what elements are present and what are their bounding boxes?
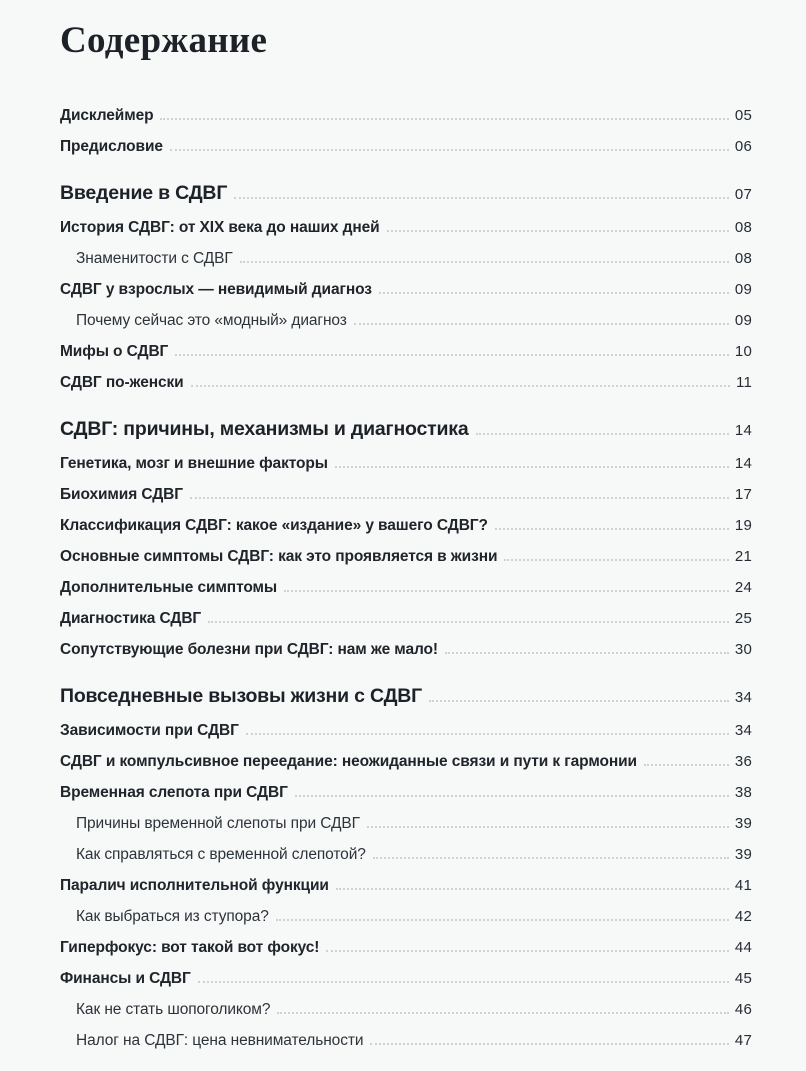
- dotted-leader: [170, 149, 729, 151]
- toc-page-number: 47: [734, 1032, 752, 1049]
- toc-entry-label: Диагностика СДВГ: [60, 610, 202, 627]
- toc-entry-row[interactable]: [60, 747, 752, 778]
- dotted-leader: [175, 354, 729, 356]
- toc-entry-row[interactable]: [60, 933, 752, 964]
- toc-entry-row[interactable]: [60, 542, 752, 573]
- toc-entry-label: Основные симптомы СДВГ: как это проявляется в жизни: [60, 548, 498, 565]
- toc-entry-label: История СДВГ: от XIX века до наших дней: [60, 219, 380, 236]
- toc-section-label: Повседневные вызовы жизни с СДВГ: [60, 685, 423, 707]
- toc-entry-label: Зависимости при СДВГ: [60, 722, 239, 739]
- dotted-leader: [295, 795, 729, 797]
- toc-entry-row[interactable]: [60, 1026, 752, 1057]
- toc-entry-row[interactable]: [60, 337, 752, 368]
- toc-entry-row[interactable]: [60, 213, 752, 244]
- toc-entry-label: СДВГ у взрослых — невидимый диагноз: [60, 281, 372, 298]
- toc-entry-row[interactable]: [60, 132, 752, 163]
- toc-entry-row[interactable]: [60, 275, 752, 306]
- toc-entry-label: Гиперфокус: вот такой вот фокус!: [60, 939, 320, 956]
- dotted-leader: [504, 559, 728, 561]
- toc-page-number: 38: [734, 784, 752, 801]
- dotted-leader: [644, 764, 729, 766]
- dotted-leader: [445, 652, 729, 654]
- toc-entry-row[interactable]: [60, 511, 752, 542]
- dotted-leader: [429, 700, 729, 702]
- toc-entry-label: Как не стать шопоголиком?: [76, 1001, 271, 1018]
- toc-entry-label: Финансы и СДВГ: [60, 970, 191, 987]
- toc-page-number: 36: [734, 753, 752, 770]
- toc-section-row[interactable]: [60, 680, 752, 716]
- toc-entry-label: Причины временной слепоты при СДВГ: [76, 815, 360, 832]
- toc-entry-row[interactable]: [60, 480, 752, 511]
- dotted-leader: [246, 733, 729, 735]
- dotted-leader: [379, 292, 729, 294]
- toc-page-number: 05: [734, 107, 752, 124]
- dotted-leader: [373, 857, 729, 859]
- toc-page-number: 06: [734, 138, 752, 155]
- dotted-leader: [336, 888, 729, 890]
- toc-page-number: 10: [734, 343, 752, 360]
- dotted-leader: [335, 466, 729, 468]
- toc-entry-row[interactable]: [60, 604, 752, 635]
- dotted-leader: [240, 261, 729, 263]
- toc-section-label: СДВГ: причины, механизмы и диагностика: [60, 418, 469, 440]
- toc-entry-label: Генетика, мозг и внешние факторы: [60, 455, 328, 472]
- toc-entry-row[interactable]: [60, 778, 752, 809]
- dotted-leader: [234, 197, 729, 199]
- page-title: Содержание: [60, 20, 268, 61]
- dotted-leader: [284, 590, 729, 592]
- dotted-leader: [367, 826, 729, 828]
- toc-entry-label: Как выбраться из ступора?: [76, 908, 269, 925]
- dotted-leader: [370, 1043, 728, 1045]
- toc-page-number: 24: [734, 579, 752, 596]
- toc-page-number: 41: [734, 877, 752, 894]
- toc-entry-label: Мифы о СДВГ: [60, 343, 169, 360]
- toc-entry-row[interactable]: [60, 840, 752, 871]
- toc-entry-row[interactable]: [60, 368, 752, 399]
- toc-entry-label: Классификация СДВГ: какое «издание» у вашего СДВГ?: [60, 517, 488, 534]
- dotted-leader: [198, 981, 729, 983]
- toc-page-number: 17: [734, 486, 752, 503]
- toc-entry-row[interactable]: [60, 902, 752, 933]
- dotted-leader: [190, 497, 729, 499]
- toc-page-number: 25: [734, 610, 752, 627]
- toc-entry-label: Знаменитости с СДВГ: [76, 250, 233, 267]
- dotted-leader: [495, 528, 729, 530]
- toc-entry-row[interactable]: [60, 244, 752, 275]
- toc-page-number: 46: [734, 1001, 752, 1018]
- dotted-leader: [476, 433, 729, 435]
- toc-page-number: 44: [734, 939, 752, 956]
- dotted-leader: [277, 1012, 729, 1014]
- toc-entry-row[interactable]: [60, 809, 752, 840]
- toc-page-number: 30: [734, 641, 752, 658]
- toc-entry-label: Временная слепота при СДВГ: [60, 784, 288, 801]
- toc-entry-row[interactable]: [60, 995, 752, 1026]
- toc-entry-label: СДВГ по-женски: [60, 374, 184, 391]
- toc-page-number: 08: [734, 219, 752, 236]
- toc-page-number: 14: [734, 422, 752, 439]
- toc-entry-label: Как справляться с временной слепотой?: [76, 846, 366, 863]
- toc-entry-row[interactable]: [60, 573, 752, 604]
- toc-entry-label: Сопутствующие болезни при СДВГ: нам же мало!: [60, 641, 438, 658]
- toc-page-number: 39: [734, 815, 752, 832]
- toc-section-row[interactable]: [60, 177, 752, 213]
- toc-page-number: 14: [734, 455, 752, 472]
- toc-entry-row[interactable]: [60, 716, 752, 747]
- dotted-leader: [387, 230, 729, 232]
- toc-entry-label: Дисклеймер: [60, 107, 154, 124]
- toc-entry-row[interactable]: [60, 964, 752, 995]
- toc-page-number: 09: [734, 312, 752, 329]
- toc-entry-row[interactable]: [60, 635, 752, 666]
- toc-entry-row[interactable]: [60, 871, 752, 902]
- toc-entry-label: Биохимия СДВГ: [60, 486, 183, 503]
- toc-section-row[interactable]: [60, 413, 752, 449]
- toc-page-number: 11: [736, 374, 752, 391]
- toc-entry-label: Дополнительные симптомы: [60, 579, 278, 596]
- toc-entry-row[interactable]: [60, 306, 752, 337]
- toc-entry-label: СДВГ и компульсивное переедание: неожиданные связи и пути к гармонии: [60, 753, 637, 770]
- toc-page-number: 19: [734, 517, 752, 534]
- toc-entry-row[interactable]: [60, 449, 752, 480]
- toc-section-label: Введение в СДВГ: [60, 182, 228, 204]
- toc-entry-label: Паралич исполнительной функции: [60, 877, 329, 894]
- toc-entry-label: Почему сейчас это «модный» диагноз: [76, 312, 347, 329]
- dotted-leader: [326, 950, 729, 952]
- toc-page-number: 08: [734, 250, 752, 267]
- toc-page-number: 21: [734, 548, 752, 565]
- toc-list: [60, 101, 752, 1057]
- toc-page-number: 09: [734, 281, 752, 298]
- dotted-leader: [191, 385, 730, 387]
- toc-page-number: 42: [734, 908, 752, 925]
- toc-page-number: 45: [734, 970, 752, 987]
- dotted-leader: [276, 919, 729, 921]
- dotted-leader: [160, 118, 728, 120]
- toc-page-number: 39: [734, 846, 752, 863]
- toc-page-number: 07: [734, 186, 752, 203]
- toc-entry-label: Налог на СДВГ: цена невнимательности: [76, 1032, 364, 1049]
- toc-entry-label: Предисловие: [60, 138, 163, 155]
- dotted-leader: [208, 621, 729, 623]
- dotted-leader: [354, 323, 729, 325]
- toc-entry-row[interactable]: [60, 101, 752, 132]
- toc-page-number: 34: [734, 722, 752, 739]
- toc-page-number: 34: [734, 689, 752, 706]
